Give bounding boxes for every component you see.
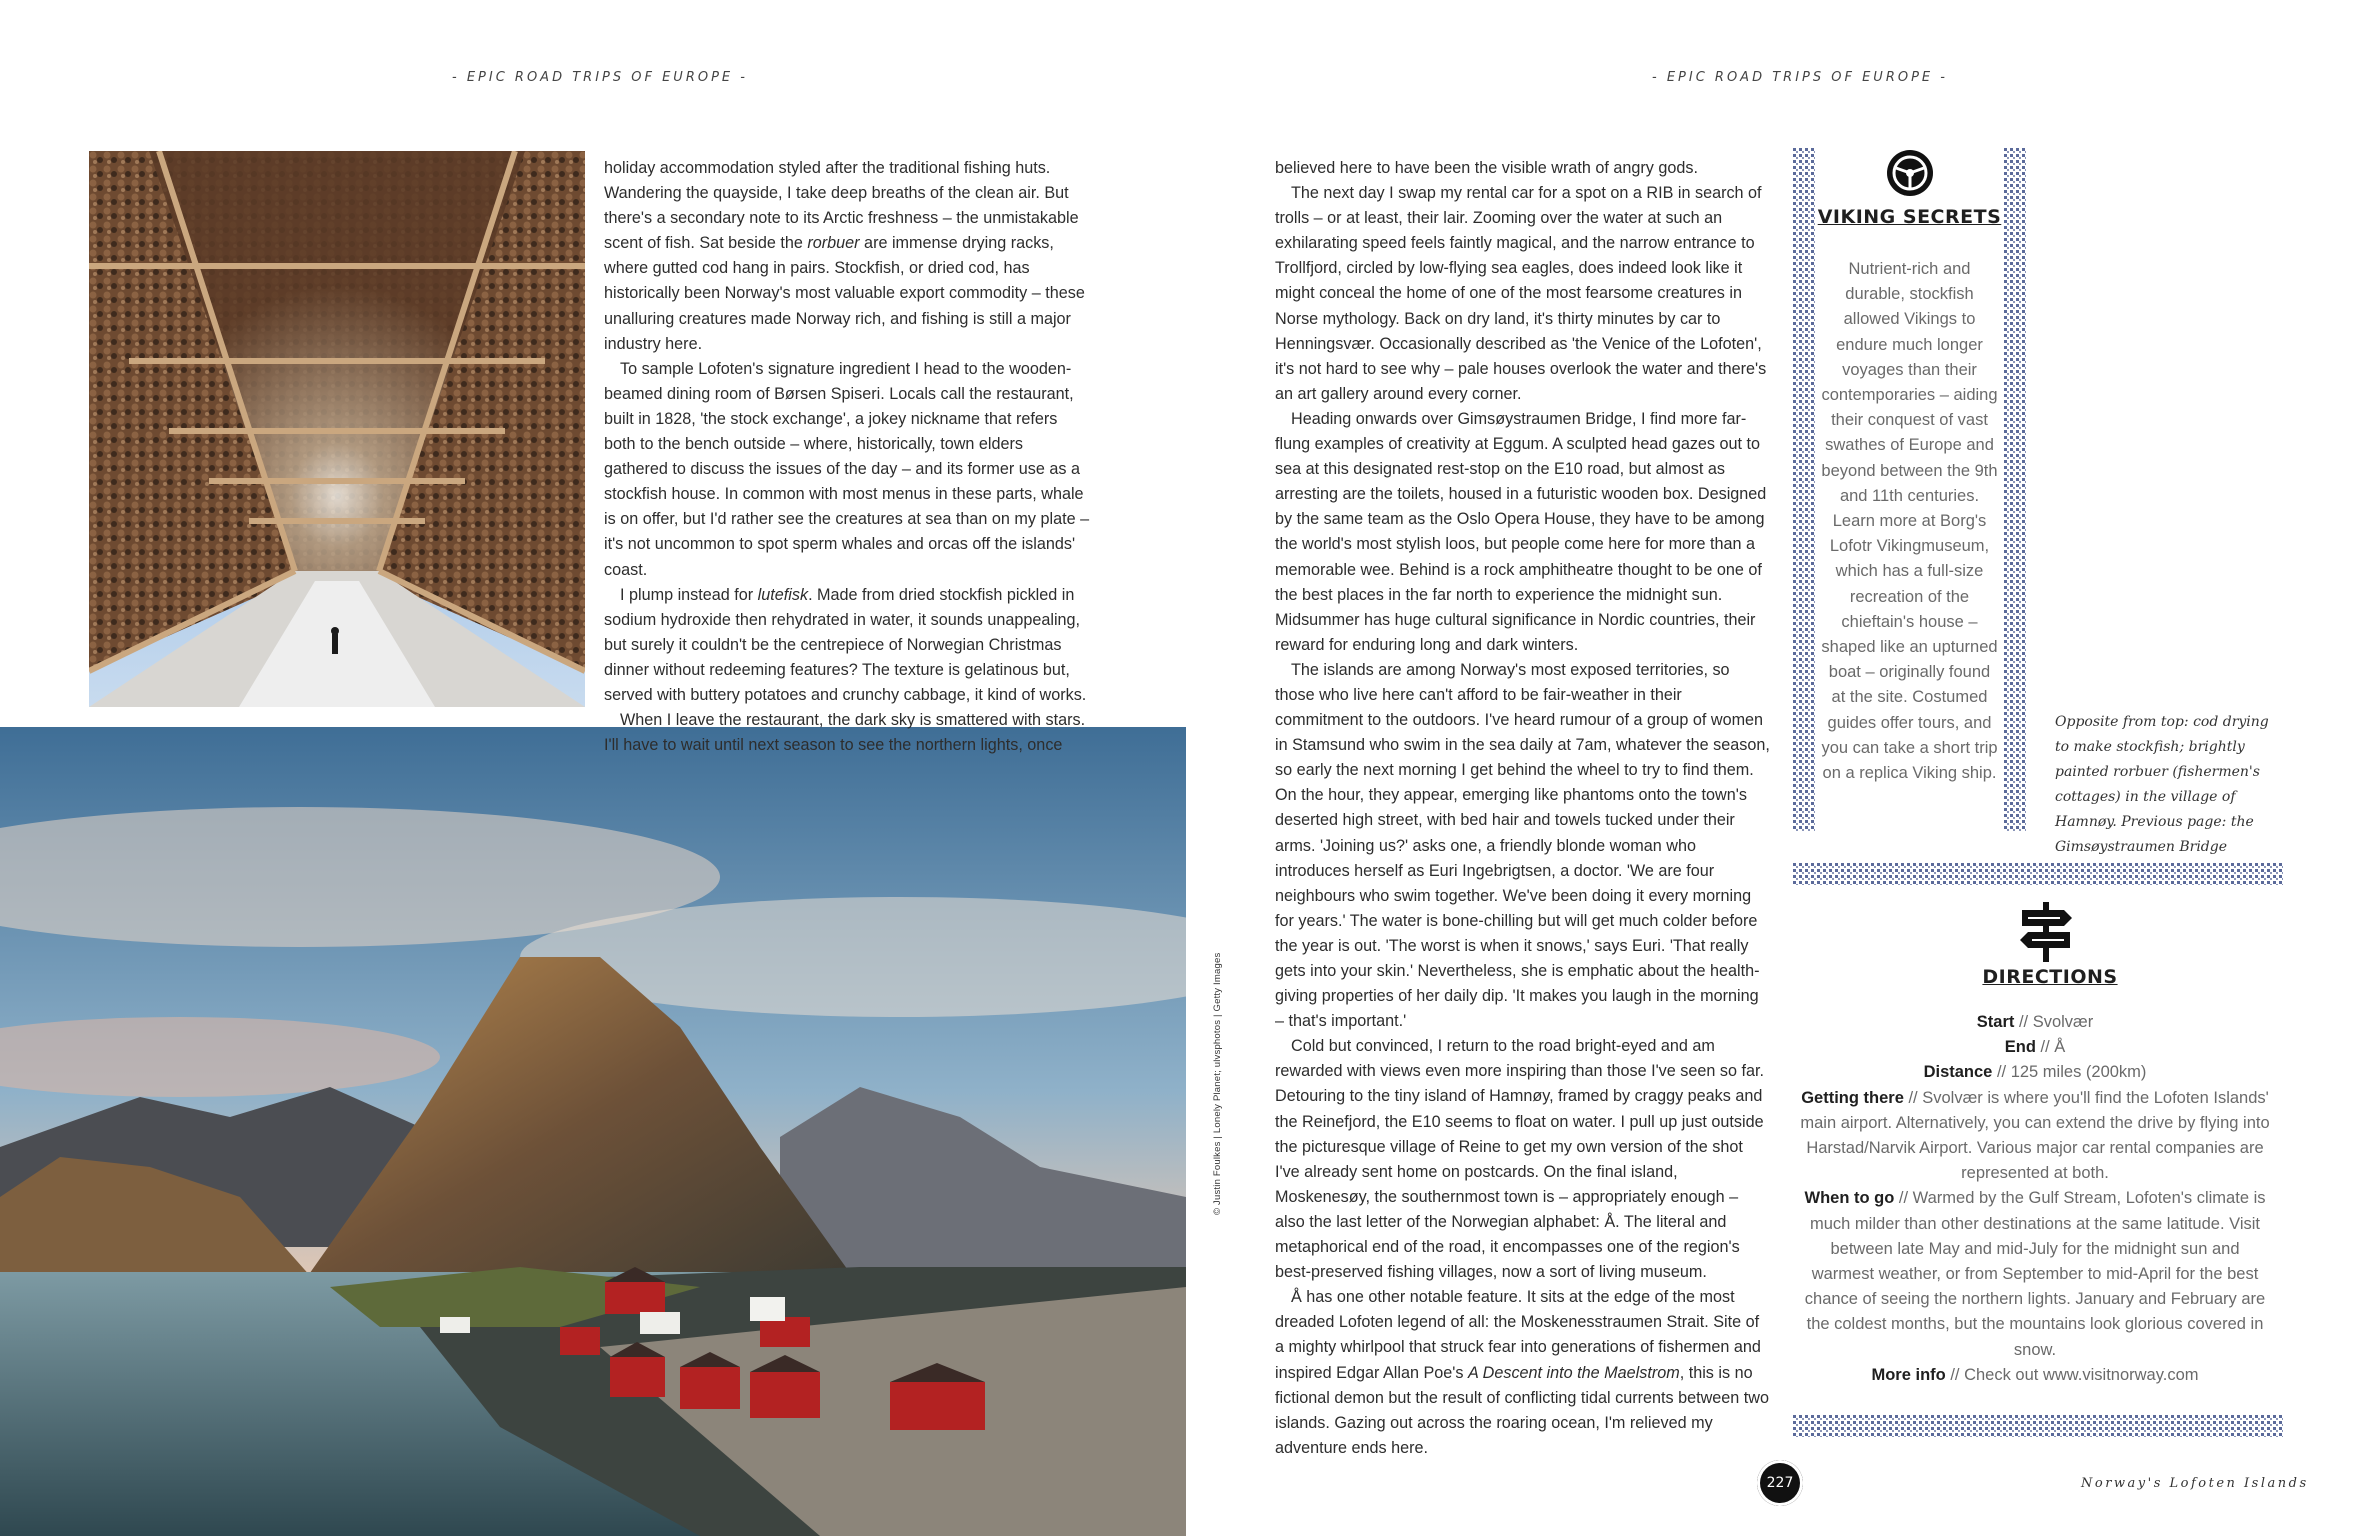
running-head-left: - EPIC ROAD TRIPS OF EUROPE - (452, 70, 748, 85)
viking-secrets-box (1793, 148, 2026, 832)
column1-paragraph-2: To sample Lofoten's signature ingredient I head to the wooden-beamed dining room of Børsen Spiseri. Locals call the restaurant, built in 1828, 'the stock exchange', a jokey nickname that refers both to the bench outside – where, historically, town elders gathered to discuss the issues of the day – and its former use as a stockfish house. In common with most menus in these parts, whale is on offer, but I'd rather see the creatures at sea than on my plate – it's not uncommon to spot sperm whales and orcas off the islands' coast. (604, 359, 1090, 579)
column1-paragraph-1: holiday accommodation styled after the traditional fishing huts. Wandering the quayside, I take deep breaths of the clean air. But there's a secondary note to its Arctic freshness – the unmistakable scent of fish. Sat beside the rorbuer are immense drying racks, where gutted cod hang in pairs. Stockfish, or dried cod, has historically been Norway's most valuable export commodity – these unalluring creatures made Norway rich, and fishing is still a major industry here. (604, 159, 1085, 353)
column2-paragraph-4: The islands are among Norway's most exposed territories, so those who live here can't afford to be fair-weather in their commitment to the outdoors. I've heard rumour of a group of women in Stamsund who swim in the sea daily at 7am, whatever the season, so early the next morning I get behind the wheel to try to find them. On the hour, they appear, emerging like phantoms onto the town's deserted high street, with bed hair and towels tucked under their arms. 'Joining us?' asks one, a friendly blonde woman who introduces herself as Euri Ingebrigtsen, a doctor. 'We are four neighbours who swim together. We've been doing it every morning for years.' The water is bone-chilling but will get much colder before the year is out. 'The worst is when it snows,' says Euri. 'That really gets into your skin.' Nevertheless, she is emphatic about the health-giving properties of her daily dip. 'It makes you laugh in the morning – that's important.' (1275, 660, 1770, 1031)
footer-section-title: Norway's Lofoten Islands (2081, 1476, 2309, 1491)
page-number: 227 (1757, 1460, 1803, 1506)
directions-start: Start // Svolvær (1976, 1013, 2094, 1031)
directions-when-to-go: When to go // Warmed by the Gulf Stream, Lofoten's climate is much milder than other destinations at the same latitude. Visit between late May and mid-July for the midnight sun and warmest weather, or from September to mid-April for the best chance of seeing the northern lights. January and February are the coldest months, but the mountains look glorious covered in snow. (1804, 1189, 2266, 1359)
column1-paragraph-4: When I leave the restaurant, the dark sky is smattered with stars. I'll have to wait until next season to see the northern lights, once (604, 711, 1086, 755)
viking-secrets-heading: VIKING SECRETS (1817, 206, 2002, 228)
column1-paragraph-3: I plump instead for lutefisk. Made from dried stockfish pickled in sodium hydroxide then rehydrated in water, it sounds unappealing, but surely it couldn't be the centrepiece of Norwegian Christmas dinner without redeeming features? The texture is gelatinous but, served with buttery potatoes and crunchy cabbage, it kind of works. (604, 585, 1087, 704)
column2-paragraph-5: Cold but convinced, I return to the road bright-eyed and am rewarded with views even more inspiring than those I've seen so far. Detouring to the tiny island of Hamnøy, framed by craggy peaks and the Reinefjord, the E10 seems to float on water. I pull up just outside the picturesque village of Reine to get my own version of the shot I've already sent home on postcards. On the final island, Moskenesøy, the southernmost town is – appropriately enough – also the last letter of the Norwegian alphabet: Å. The literal and metaphorical end of the road, it encompasses one of the region's best-preserved fishing villages, now a sort of living museum. (1275, 1037, 1764, 1282)
body-column-1 (604, 156, 1090, 758)
hamnoy-village-photo (0, 727, 1186, 1536)
directions-end: End // Å (2004, 1038, 2066, 1057)
decorative-border-left (1793, 148, 1815, 832)
column2-paragraph-6: Å has one other notable feature. It sits at the edge of the most dreaded Lofoten legend of all: the Moskenesstraumen Strait. Site of a mighty whirlpool that struck fear into generations of fishermen and inspired Edgar Allan Poe's A Descent into the Maelstrom, this is no fictional demon but the result of conflicting tidal currents between two islands. Gazing out across the roaring ocean, I'm relieved my adventure ends here. (1275, 1288, 1769, 1457)
directions-getting-there: Getting there // Svolvær is where you'll find the Lofoten Islands' main airport. Alternatively, you can extend the drive by flying into Harstad/Narvik Airport. Various major car rental companies are represented at both. (1800, 1088, 2270, 1183)
directions-heading: DIRECTIONS (1982, 966, 2118, 988)
decorative-border-top (1793, 863, 2283, 885)
photo-caption: Opposite from top: cod drying to make stockfish; brightly painted rorbuer (fishermen's cottages) in the village of Hamnøy. Previous page: the Gimsøystraumen Bridge (2055, 714, 2269, 855)
cod-drying-racks-photo (89, 151, 585, 707)
decorative-border-bottom (1793, 1415, 2283, 1437)
directions-more-info: More info // Check out www.visitnorway.com (1871, 1365, 2199, 1384)
decorative-border-right (2004, 148, 2026, 832)
steering-wheel-icon (1885, 148, 1935, 203)
body-column-2 (1275, 156, 1771, 1461)
signpost-icon (2018, 900, 2074, 967)
column2-paragraph-2: The next day I swap my rental car for a spot on a RIB in search of trolls – or at least, their lair. Zooming over the water at such an exhilarating speed feels faintly magical, and the narrow entrance to Trollfjord, circled by low-flying sea eagles, does indeed look like it might conceal the home of one of the most fearsome creatures in Norse mythology. Back on dry land, it's thirty minutes by car to Henningsvær. Occasionally described as 'the Venice of the Lofoten', it's not hard to see why – pale houses overlook the water and there's an art gallery around every corner. (1275, 184, 1767, 403)
column2-paragraph-3: Heading onwards over Gimsøystraumen Bridge, I find more far-flung examples of creativity at Eggum. A sculpted head gazes out to sea at this designated rest-stop on the E10 road, but almost as arresting are the toilets, housed in a futuristic wooden box. Designed by the same team as the Oslo Opera House, they have to be among the world's most stylish loos, but people come here for more than a memorable wee. Behind is a rock amphitheatre thought to be one of the best places in the far north to experience the midnight sun. Midsummer has huge cultural significance in Nordic countries, their reward for enduring long and dark winters. (1275, 409, 1767, 654)
directions-distance: Distance // 125 miles (200km) (1923, 1063, 2147, 1082)
column2-paragraph-1: believed here to have been the visible wrath of angry gods. (1275, 159, 1698, 177)
running-head-right: - EPIC ROAD TRIPS OF EUROPE - (1652, 70, 1948, 85)
photo-credit: © Justin Foulkes | Lonely Planet; ulvsphotos | Getty Images (1212, 952, 1223, 1215)
viking-secrets-text: Nutrient-rich and durable, stockfish allowed Vikings to endure much longer voyages than their contemporaries – aiding their conquest of vast swathes of Europe and beyond between the 9th and 11th centuries. Learn more at Borg's Lofotr Vikingmuseum, which has a full-size recreation of the chieftain's house – shaped like an upturned boat – originally found at the site. Costumed guides offer tours, and you can take a short trip on a replica Viking ship. (1821, 260, 1998, 783)
directions-list (1800, 1010, 2270, 1388)
